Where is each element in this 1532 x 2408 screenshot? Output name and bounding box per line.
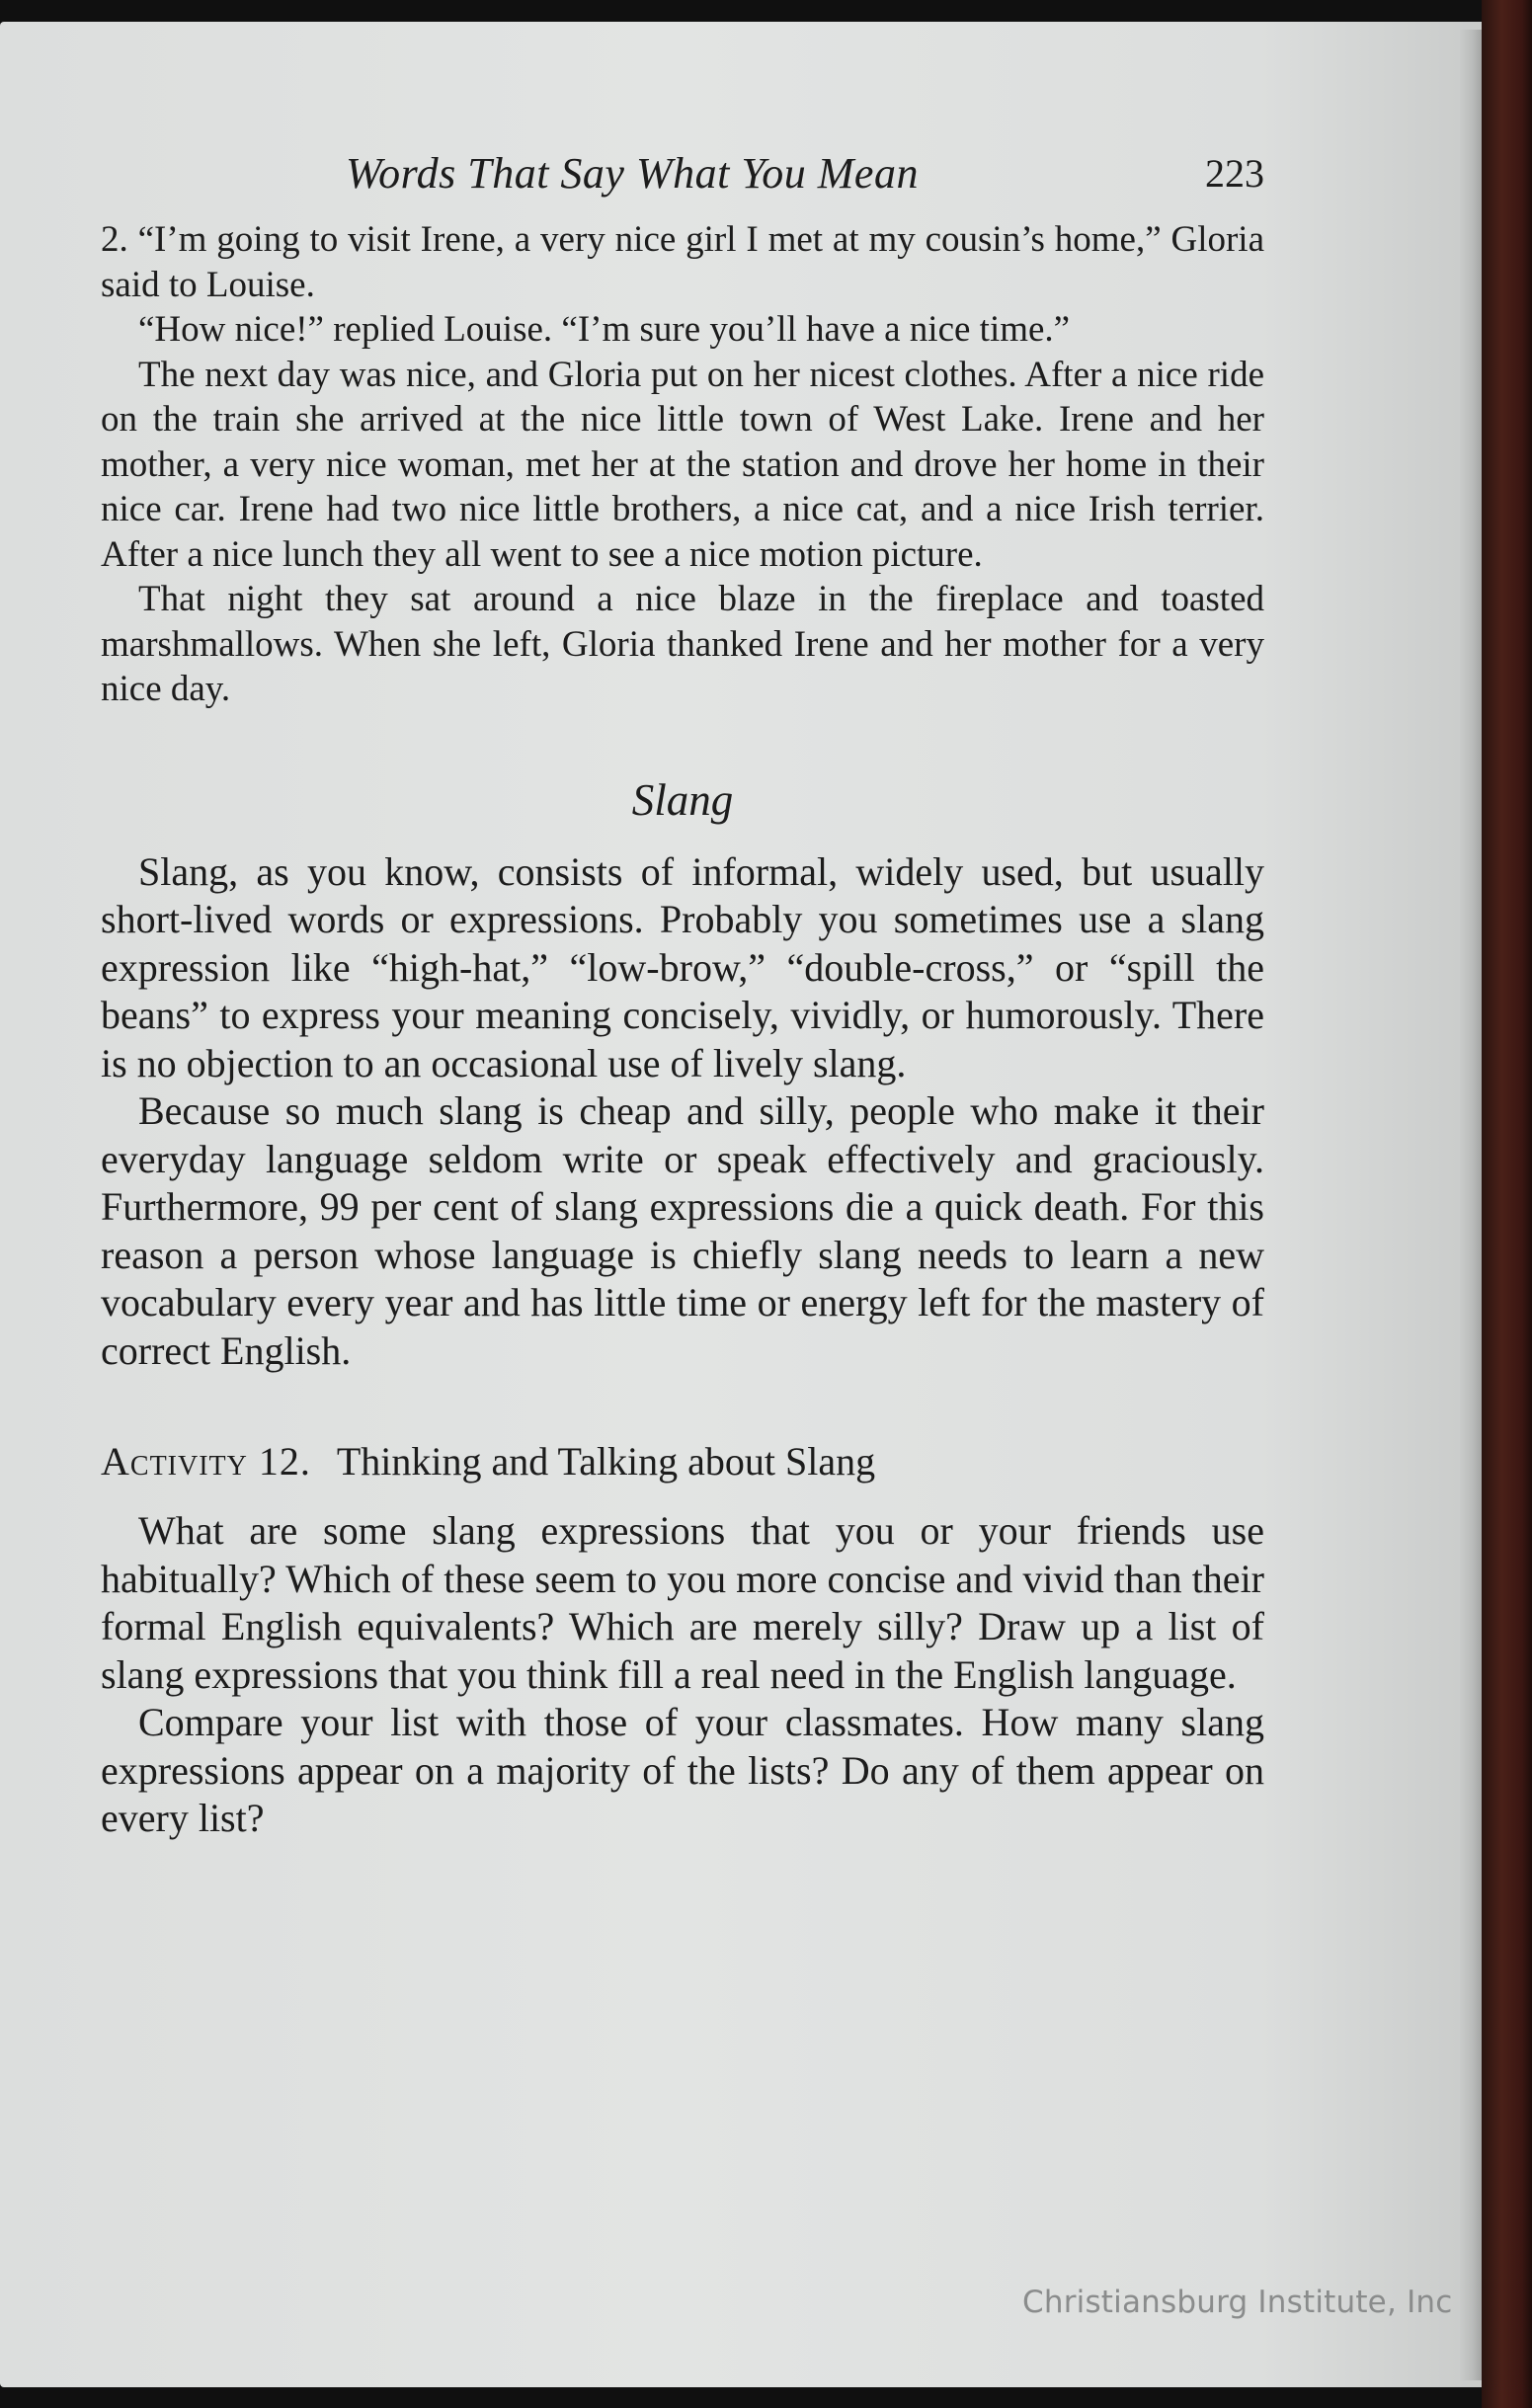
activity-label: Activity 12. bbox=[101, 1439, 311, 1484]
page-edge-shadow bbox=[1460, 30, 1482, 2380]
activity-title: Thinking and Talking about Slang bbox=[336, 1439, 876, 1484]
page-number: 223 bbox=[1205, 151, 1264, 196]
activity-paragraph: Compare your list with those of your classmates. How many slang expressions appear on a majority of the lists? Do any of them appear on every list? bbox=[101, 1700, 1264, 1840]
page-text bbox=[101, 148, 1264, 1843]
story-paragraph: 2. “I’m going to visit Irene, a very nice girl I met at my cousin’s home,” Gloria said to Louise. bbox=[101, 219, 1264, 305]
activity-paragraph: What are some slang expressions that you or your friends use habitually? Which of these seem to you more concise and vivid than their formal English equivalents? Which are merely silly? Draw up a list of slang expressions that you think fill a real need in the English language. bbox=[101, 1508, 1264, 1697]
slang-paragraph: Slang, as you know, consists of informal, widely used, but usually short-lived words or expressions. Probably you sometimes use a slang expression like “high-hat,” “low-brow,” “double-cross,” or “spill the beans” to express your meaning concisely, vividly, or humorously. There is no objection to an occasional use of lively slang. bbox=[101, 848, 1264, 1085]
slang-paragraph: Because so much slang is cheap and silly, people who make it their everyday language seldom write or speak effectively and graciously. Furthermore, 99 per cent of slang expressions die a quick death. For this reason a person whose language is chiefly slang needs to learn a new vocabulary every year and has little time or energy left for the mastery of correct English. bbox=[101, 1088, 1264, 1373]
nice-story bbox=[101, 217, 1264, 712]
section-heading-slang: Slang bbox=[631, 774, 734, 825]
activity-body bbox=[101, 1507, 1264, 1843]
story-paragraph: “How nice!” replied Louise. “I’m sure you’ll have a nice time.” bbox=[138, 309, 1071, 350]
book-spine bbox=[1482, 0, 1532, 2408]
activity-heading bbox=[101, 1436, 1264, 1507]
watermark: Christiansburg Institute, Inc bbox=[1022, 2285, 1453, 2320]
running-head bbox=[101, 148, 1264, 217]
running-title: Words That Say What You Mean bbox=[346, 149, 919, 198]
story-paragraph: That night they sat around a nice blaze in the fireplace and toasted marshmallows. When she left, Gloria thanked Irene and her mother for a very nice day. bbox=[101, 579, 1264, 709]
story-paragraph: The next day was nice, and Gloria put on her nicest clothes. After a nice ride on the train she arrived at the nice little town of West Lake. Irene and her mother, a very nice woman, met her at the station and drove her home in their nice car. Irene had two nice little brothers, a nice cat, and a nice Irish terrier. After a nice lunch they all went to see a nice motion picture. bbox=[101, 354, 1264, 575]
slang-section bbox=[101, 848, 1264, 1376]
